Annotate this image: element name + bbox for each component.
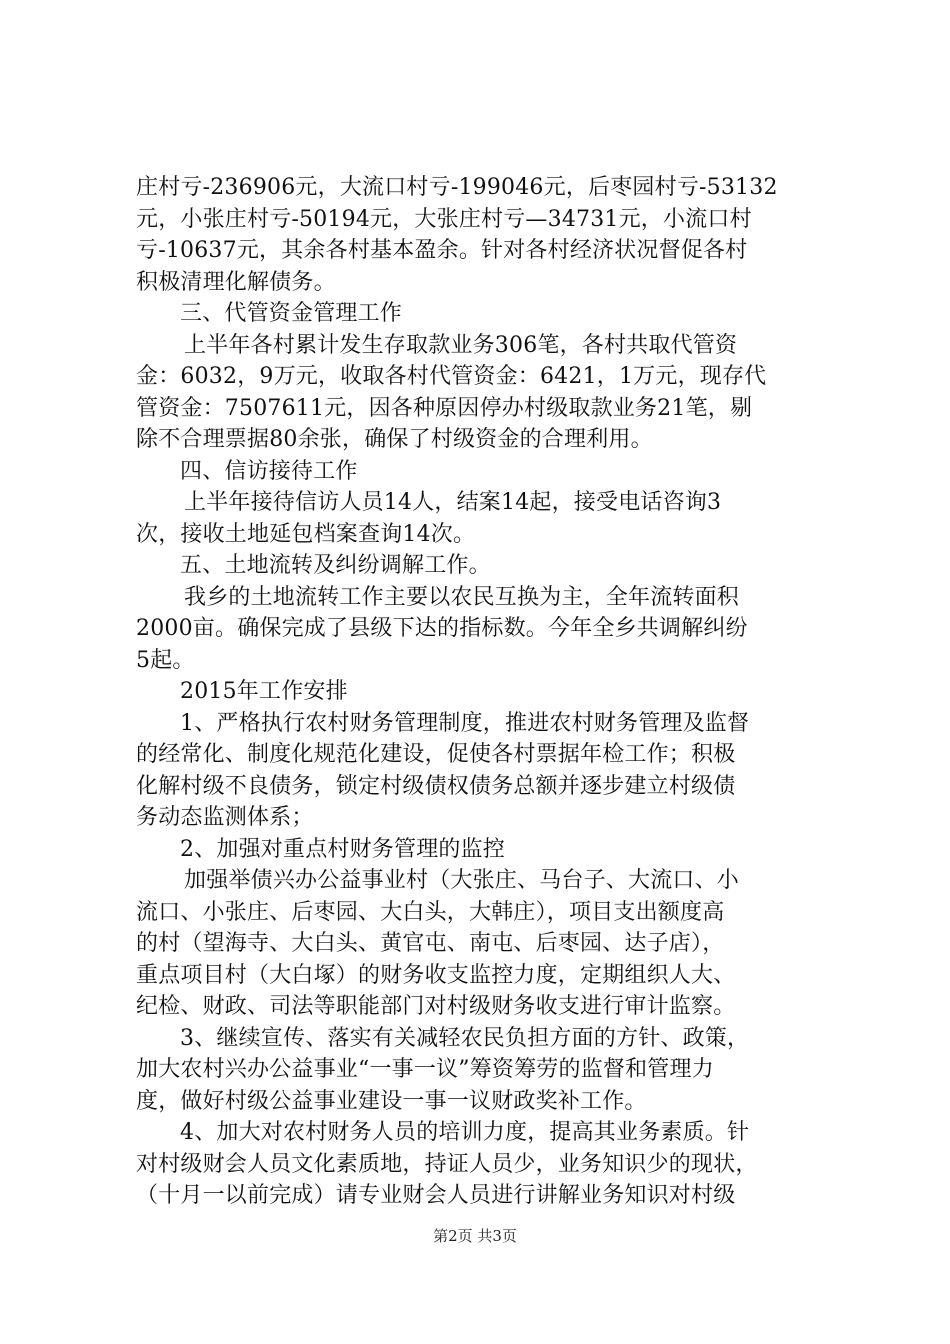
body-text-line: 度，做好村级公益事业建设一事一议财政奖补工作。 (136, 1088, 647, 1114)
body-text-line: 2000亩。确保完成了县级下达的指标数。今年全乡共调解纠纷 (136, 616, 748, 641)
body-text-line: 积极清理化解债务。 (136, 269, 336, 295)
body-text-line: 我乡的土地流转工作主要以农民互换为主，全年流转面积 (184, 584, 740, 610)
body-text-line: 流口、小张庄、后枣园、大白头，大韩庄），项目支出额度高 (136, 899, 725, 925)
body-text-line: 化解村级不良债务，锁定村级债权债务总额并逐步建立村级债 (136, 773, 736, 799)
document-body (136, 172, 836, 1212)
body-text-line: 管资金：7507611元，因各种原因停办村级取款业务21笔，剔 (136, 395, 753, 421)
body-text-line: 纪检、财政、司法等职能部门对村级财务收支进行审计监察。 (136, 994, 736, 1019)
list-item-line: 3、继续宣传、落实有关减轻农民负担方面的方针、政策， (180, 1025, 750, 1051)
body-text-line: 的经常化、制度化规范化建设，促使各村票据年检工作；积极 (136, 742, 736, 767)
list-item-line: 4、加大对农村财务人员的培训力度，提高其业务素质。针 (180, 1120, 750, 1145)
body-text-line: 重点项目村（大白塚）的财务收支监控力度，定期组织人大、 (136, 962, 736, 988)
list-item-line: 1、严格执行农村财务管理制度，推进农村财务管理及监督 (180, 710, 750, 736)
body-text-line: 5起。 (136, 647, 195, 673)
body-text-line: 除不合理票据80余张，确保了村级资金的合理利用。 (136, 427, 653, 452)
body-text-line: 上半年各村累计发生存取款业务306笔，各村共取代管资 (184, 332, 738, 358)
section-heading: 五、土地流转及纠纷调解工作。 (180, 553, 491, 578)
section-heading: 三、代管资金管理工作 (180, 301, 403, 326)
body-text-line: 加强举债兴办公益事业村（大张庄、马台子、大流口、小 (184, 868, 740, 893)
body-text-line: 金：6032，9万元，收取各村代管资金：6421，1万元，现存代 (136, 364, 767, 389)
body-text-line: 加大农村兴办公益事业“一事一议”筹资筹劳的监督和管理力 (136, 1057, 714, 1082)
section-heading: 2015年工作安排 (180, 679, 348, 704)
body-text-line: 亏-10637元，其余各村基本盈余。针对各村经济状况督促各村 (136, 238, 748, 263)
list-item-line: 2、加强对重点村财务管理的监控 (180, 836, 505, 862)
body-text-line: （十月一以前完成）请专业财会人员进行讲解业务知识对村级 (136, 1183, 736, 1208)
body-text-line: 务动态监测体系； (136, 805, 314, 830)
body-text-line: 庄村亏-236906元，大流口村亏-199046元，后枣园村亏-53132 (136, 175, 778, 200)
page-number-footer: 第2页 共3页 (433, 1227, 517, 1245)
body-text-line: 元，小张庄村亏-50194元，大张庄村亏—34731元，小流口村 (136, 206, 752, 232)
body-text-line: 次，接收土地延包档案查询14次。 (136, 521, 476, 547)
section-heading: 四、信访接待工作 (180, 458, 358, 484)
body-text-line: 上半年接待信访人员14人，结案14起，接受电话咨询3 (184, 490, 722, 515)
body-text-line: 对村级财会人员文化素质地，持证人员少，业务知识少的现状， (136, 1151, 758, 1177)
body-text-line: 的村（望海寺、大白头、黄官屯、南屯、后枣园、达子店）， (136, 931, 725, 956)
